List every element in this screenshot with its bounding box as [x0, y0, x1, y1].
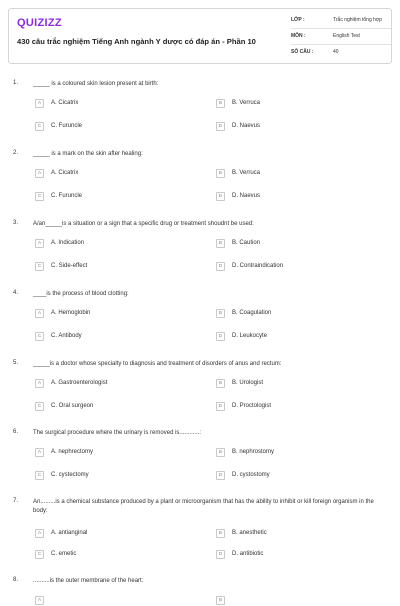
- question-text: _____ is a mark on the skin after healing:: [33, 151, 143, 157]
- question-text: _____ is a coloured skin lesion present at birth:: [33, 81, 159, 87]
- option-key-box: B: [216, 309, 225, 318]
- question-text: ..........is the outer membrane of the heart:: [33, 578, 144, 584]
- worksheet-meta: [291, 13, 391, 61]
- question-text: A/an_____is a situation or a sign that a specific drug or treatment shoudnt be used:: [33, 221, 254, 227]
- option-text: A. Cicatrix: [51, 170, 79, 176]
- option-key-box: D: [216, 550, 225, 559]
- meta-label: LỚP :: [291, 17, 305, 23]
- meta-label: SỐ CÂU :: [291, 49, 314, 55]
- option-text: C. cystectomy: [51, 472, 89, 478]
- option-text: A. Hemoglobin: [51, 310, 91, 316]
- option-key-box: A: [35, 239, 44, 248]
- option-text: B. Urologist: [232, 380, 264, 386]
- question-number: 6.: [13, 429, 19, 435]
- option-text: A. Cicatrix: [51, 100, 79, 106]
- meta-value: English Test: [333, 33, 360, 39]
- meta-label: MÔN :: [291, 33, 306, 39]
- question-text: ____is the process of blood clotting:: [33, 291, 129, 297]
- option-key-box: D: [216, 192, 225, 201]
- option-key-box: D: [216, 122, 225, 131]
- option-text: D. cystostomy: [232, 472, 270, 478]
- meta-row-subject: [291, 29, 391, 45]
- option-text: D. Leukocyte: [232, 333, 268, 339]
- question-number: 8.: [13, 577, 19, 583]
- option-key-box: A: [35, 596, 44, 605]
- option-key-box: B: [216, 169, 225, 178]
- option-text: C. Furuncle: [51, 193, 83, 199]
- question-text: _____is a doctor whose specialty to diagnosis and treatment of disorders of anus and rectum:: [33, 361, 282, 367]
- option-key-box: D: [216, 471, 225, 480]
- option-key-box: D: [216, 332, 225, 341]
- option-key-box: A: [35, 448, 44, 457]
- meta-row-class: [291, 13, 391, 29]
- option-key-box: C: [35, 262, 44, 271]
- option-text: C. Antibody: [51, 333, 82, 339]
- option-text: B. Verruca: [232, 170, 261, 176]
- option-key-box: A: [35, 379, 44, 388]
- option-text: D. Proctologist: [232, 403, 272, 409]
- option-key-box: D: [216, 402, 225, 411]
- option-key-box: C: [35, 332, 44, 341]
- question-number: 3.: [13, 220, 19, 226]
- option-key-box: B: [216, 379, 225, 388]
- option-text: B. anesthetic: [232, 530, 267, 536]
- option-text: C. Side-effect: [51, 263, 88, 269]
- option-key-box: A: [35, 169, 44, 178]
- option-key-box: C: [35, 192, 44, 201]
- question-number: 5.: [13, 360, 19, 366]
- question-text: An.........is a chemical substance produced by a plant or microorganism that has the ability to inhibit or kill foreign organism in the body:: [33, 499, 374, 514]
- question-number: 1.: [13, 80, 19, 86]
- quizizz-logo[interactable]: QUIZIZZ: [17, 17, 62, 29]
- option-key-box: A: [35, 99, 44, 108]
- option-text: A. nephrectomy: [51, 449, 94, 455]
- option-text: A. Gastroenterologist: [51, 380, 108, 386]
- option-key-box: C: [35, 550, 44, 559]
- option-text: C. emetic: [51, 551, 77, 557]
- option-text: C. Oral surgeon: [51, 403, 94, 409]
- question-text: The surgical procedure where the urinary is removed is............:: [33, 430, 202, 436]
- page-title: 430 câu trắc nghiệm Tiếng Anh ngành Y dược có đáp án - Phần 10: [17, 37, 256, 46]
- option-text: B. nephrostomy: [232, 449, 275, 455]
- question-number: 4.: [13, 290, 19, 296]
- option-key-box: C: [35, 402, 44, 411]
- option-key-box: A: [35, 529, 44, 538]
- option-key-box: C: [35, 122, 44, 131]
- question-number: 7.: [13, 498, 19, 504]
- option-key-box: A: [35, 309, 44, 318]
- option-text: D. Contraindication: [232, 263, 284, 269]
- option-key-box: B: [216, 448, 225, 457]
- option-text: D. Naevus: [232, 123, 261, 129]
- option-key-box: C: [35, 471, 44, 480]
- option-key-box: B: [216, 239, 225, 248]
- meta-value: Trắc nghiệm tổng hợp: [333, 17, 382, 23]
- option-text: B. Caution: [232, 240, 261, 246]
- option-text: A. Indication: [51, 240, 85, 246]
- worksheet-header: [8, 8, 392, 64]
- option-key-box: B: [216, 596, 225, 605]
- option-text: D. antibiotic: [232, 551, 264, 557]
- option-text: A. antianginal: [51, 530, 88, 536]
- option-key-box: B: [216, 99, 225, 108]
- option-text: C. Furuncle: [51, 123, 83, 129]
- option-text: D. Naevus: [232, 193, 261, 199]
- option-text: B. Verruca: [232, 100, 261, 106]
- meta-row-count: [291, 45, 391, 61]
- option-text: B. Coagulation: [232, 310, 272, 316]
- question-number: 2.: [13, 150, 19, 156]
- option-key-box: B: [216, 529, 225, 538]
- meta-value: 40: [333, 49, 339, 55]
- option-key-box: D: [216, 262, 225, 271]
